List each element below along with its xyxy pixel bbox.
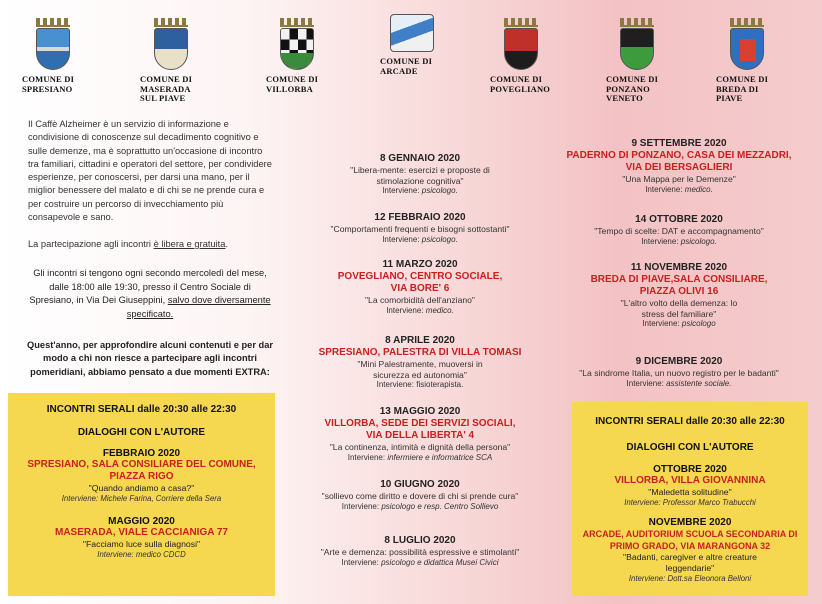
crest-maserada bbox=[140, 18, 250, 104]
event-speaker: Interviene: fisioterapista. bbox=[376, 380, 464, 390]
event-title: "sollievo come diritto e dovere di chi si prende cura" bbox=[321, 491, 519, 501]
event-block bbox=[544, 356, 814, 389]
participation-free: è libera e gratuita bbox=[153, 239, 226, 249]
event-title: "Maledetta solitudine" bbox=[648, 487, 732, 497]
event-speaker: Interviene: Professor Marco Trabucchi bbox=[624, 498, 756, 507]
event-place: BREDA DI PIAVE,SALA CONSILIARE, PIAZZA OLIVI 16 bbox=[590, 274, 768, 297]
event-place: POVEGLIANO, CENTRO SOCIALE, VIA BORE' 6 bbox=[337, 271, 503, 294]
event-title: "Badanti, caregiver e altre creature leggendarie" bbox=[623, 552, 757, 573]
event-block bbox=[284, 212, 556, 245]
participation-prefix: La partecipazione agli incontri bbox=[28, 239, 154, 249]
event-place: PADERNO DI PONZANO, CASA DEI MEZZADRI, VIA DEI BERSAGLIERI bbox=[566, 150, 792, 173]
event-speaker: Interviene: psicologo. bbox=[641, 236, 717, 246]
event-speaker: Interviene: Dott.sa Eleonora Belloni bbox=[628, 574, 752, 583]
event-place: SPRESIANO, SALA CONSILIARE DEL COMUNE, PIAZZA RIGO bbox=[27, 459, 256, 482]
event-title: "Comportamenti frequenti e bisogni sottostanti" bbox=[330, 224, 510, 234]
schedule-note bbox=[28, 267, 272, 321]
event-title: "Arte e demenza: possibilità espressive e stimolanti" bbox=[320, 547, 520, 557]
event-date: 13 MAGGIO 2020 bbox=[379, 406, 461, 417]
intro-paragraph bbox=[28, 118, 272, 224]
event-speaker: Interviene: medico CDCD bbox=[97, 550, 186, 559]
event-block bbox=[284, 153, 556, 196]
event-place: VILLORBA, VILLA GIOVANNINA bbox=[614, 475, 766, 486]
event-date: 12 FEBBRAIO 2020 bbox=[374, 212, 466, 223]
event-month: FEBBRAIO 2020 bbox=[102, 448, 181, 459]
evening-box-left bbox=[8, 393, 275, 596]
povegliano-crest-icon bbox=[504, 28, 538, 70]
event-speaker: Interviene: psicologo bbox=[642, 319, 716, 329]
event-speaker: Interviene: psicologo e didattica Musei Civici bbox=[341, 557, 499, 567]
event-date: 9 DICEMBRE 2020 bbox=[635, 356, 723, 367]
event-date: 11 NOVEMBRE 2020 bbox=[630, 262, 728, 273]
event-place: MASERADA, VIALE CACCIANIGA 77 bbox=[55, 527, 228, 538]
crest-name: COMUNE DI VILLORBA bbox=[266, 74, 319, 94]
evening-event bbox=[8, 516, 275, 560]
crown-icon bbox=[620, 18, 654, 27]
crest-name: COMUNE DI ARCADE bbox=[380, 56, 433, 76]
crest-name: COMUNE DI BREDA DI PIAVE bbox=[716, 74, 769, 103]
ponzano-crest-icon bbox=[620, 28, 654, 70]
event-date: 9 SETTEMBRE 2020 bbox=[631, 138, 727, 149]
event-title: "La sindrome Italia, un nuovo registro per le badanti" bbox=[579, 368, 779, 378]
event-title: "Facciamo luce sulla diagnosi" bbox=[82, 539, 201, 549]
maserada-crest-icon bbox=[154, 28, 188, 70]
event-speaker: Interviene: psicologo. bbox=[382, 234, 458, 244]
event-speaker: Interviene: medico. bbox=[386, 305, 454, 315]
event-date: 11 MARZO 2020 bbox=[382, 259, 458, 270]
event-speaker: Interviene: psicologo e resp. Centro Sollievo bbox=[341, 501, 499, 511]
spresiano-crest-icon bbox=[36, 28, 70, 70]
event-place: VILLORBA, SEDE DEI SERVIZI SOCIALI, VIA DELLA LIBERTA' 4 bbox=[324, 418, 516, 441]
event-title: "Una Mappa per le Demenze" bbox=[622, 174, 736, 184]
schedule-exception: salvo dove diversamente specificato. bbox=[126, 295, 271, 319]
event-place: SPRESIANO, PALESTRA DI VILLA TOMASI bbox=[318, 347, 522, 358]
event-date: 8 APRILE 2020 bbox=[385, 335, 455, 346]
participation-suffix: . bbox=[225, 239, 229, 249]
event-block bbox=[284, 259, 556, 316]
crest-breda bbox=[716, 18, 822, 104]
event-month: OTTOBRE 2020 bbox=[653, 464, 727, 475]
event-block bbox=[544, 262, 814, 329]
crest-villorba bbox=[266, 18, 376, 94]
crest-povegliano bbox=[490, 18, 600, 94]
event-block bbox=[284, 535, 556, 568]
crest-ponzano bbox=[606, 18, 716, 104]
breda-crest-icon bbox=[730, 28, 764, 70]
event-date: 14 OTTOBRE 2020 bbox=[635, 214, 723, 225]
event-title: "L'altro volto della demenza: lo stress del familiare" bbox=[620, 298, 738, 319]
event-speaker: Interviene: psicologo. bbox=[382, 186, 458, 196]
event-title: "Tempo di scelte: DAT e accompagnamento" bbox=[594, 226, 764, 236]
evening-event bbox=[572, 464, 808, 508]
villorba-crest-icon bbox=[280, 28, 314, 70]
event-month: NOVEMBRE 2020 bbox=[648, 517, 732, 528]
event-speaker: Interviene: Michele Farina, Corriere della Sera bbox=[61, 494, 222, 503]
event-title: "Mini Palestramente, muoversi in sicurezza ed autonomia" bbox=[357, 359, 483, 380]
evening-subheader: DIALOGHI CON L'AUTORE bbox=[77, 427, 206, 438]
evening-header: INCONTRI SERALI dalle 20:30 alle 22:30 bbox=[46, 404, 237, 415]
event-block bbox=[284, 479, 556, 512]
extra-note: Quest'anno, per approfondire alcuni contenuti e per dar modo a chi non riesce a partecipare agli incontri pomeridiani, abbiamo pensato a due momenti EXTRA: bbox=[26, 340, 274, 377]
event-block bbox=[284, 406, 556, 463]
crest-arcade bbox=[380, 14, 490, 76]
crown-icon bbox=[154, 18, 188, 27]
crown-icon bbox=[36, 18, 70, 27]
evening-event bbox=[8, 448, 275, 504]
event-speaker: Interviene: assistente sociale. bbox=[626, 378, 732, 388]
event-month: MAGGIO 2020 bbox=[108, 516, 175, 527]
event-block bbox=[544, 138, 814, 195]
event-place: ARCADE, AUDITORIUM SCUOLA SECONDARIA DI PRIMO GRADO, VIA MARANGONA 32 bbox=[582, 529, 798, 551]
event-block bbox=[284, 335, 556, 390]
crest-name: COMUNE DI SPRESIANO bbox=[22, 74, 75, 94]
event-speaker: Interviene: medico. bbox=[645, 184, 713, 194]
crown-icon bbox=[730, 18, 764, 27]
event-date: 8 GENNAIO 2020 bbox=[379, 153, 461, 164]
event-date: 10 GIUGNO 2020 bbox=[380, 479, 460, 490]
schedule-text: Gli incontri si tengono ogni secondo mercoledì del mese, dalle 18:00 alle 19:30, presso il Centro Sociale di Spresiano, in Via Dei Giuseppini, bbox=[29, 268, 267, 306]
crown-icon bbox=[280, 18, 314, 27]
arcade-crest-icon bbox=[390, 14, 434, 52]
crest-spresiano bbox=[22, 18, 132, 94]
participation-note bbox=[28, 239, 272, 249]
crown-icon bbox=[504, 18, 538, 27]
intro-text: Il Caffè Alzheimer è un servizio di informazione e condivisione di conoscenze sul decadimento cognitivo e sulle demenze, ma è soprattutto un'occasione di incontro tra familiari, cittadini e operatori del settore, per condividere esperienze, per conoscersi, per darsi una mano, per il miglior benessere del malato e di chi se ne prende cura e per costruire un percorso di invecchiamento più consapevole e sano. bbox=[28, 119, 272, 223]
crest-name: COMUNE DI PONZANO VENETO bbox=[606, 74, 659, 103]
event-block bbox=[544, 214, 814, 247]
event-title: "Libera-mente: esercizi e proposte di stimolazione cognitiva" bbox=[350, 165, 490, 186]
event-date: 8 LUGLIO 2020 bbox=[384, 535, 456, 546]
event-speaker: Interviene: infermiere e informatrice SCA bbox=[347, 452, 493, 462]
event-title: "La comorbidità dell'anziano" bbox=[365, 295, 475, 305]
evening-subheader: DIALOGHI CON L'AUTORE bbox=[626, 442, 754, 453]
evening-box-right bbox=[572, 402, 808, 596]
crest-name: COMUNE DI POVEGLIANO bbox=[490, 74, 551, 94]
crest-name: COMUNE DI MASERADA SUL PIAVE bbox=[140, 74, 193, 103]
event-title: "Quando andiamo a casa?" bbox=[88, 483, 195, 493]
evening-header: INCONTRI SERALI dalle 20:30 alle 22:30 bbox=[595, 416, 785, 427]
event-title: "La continenza, intimità e dignità della persona" bbox=[329, 442, 511, 452]
evening-event bbox=[572, 517, 808, 584]
